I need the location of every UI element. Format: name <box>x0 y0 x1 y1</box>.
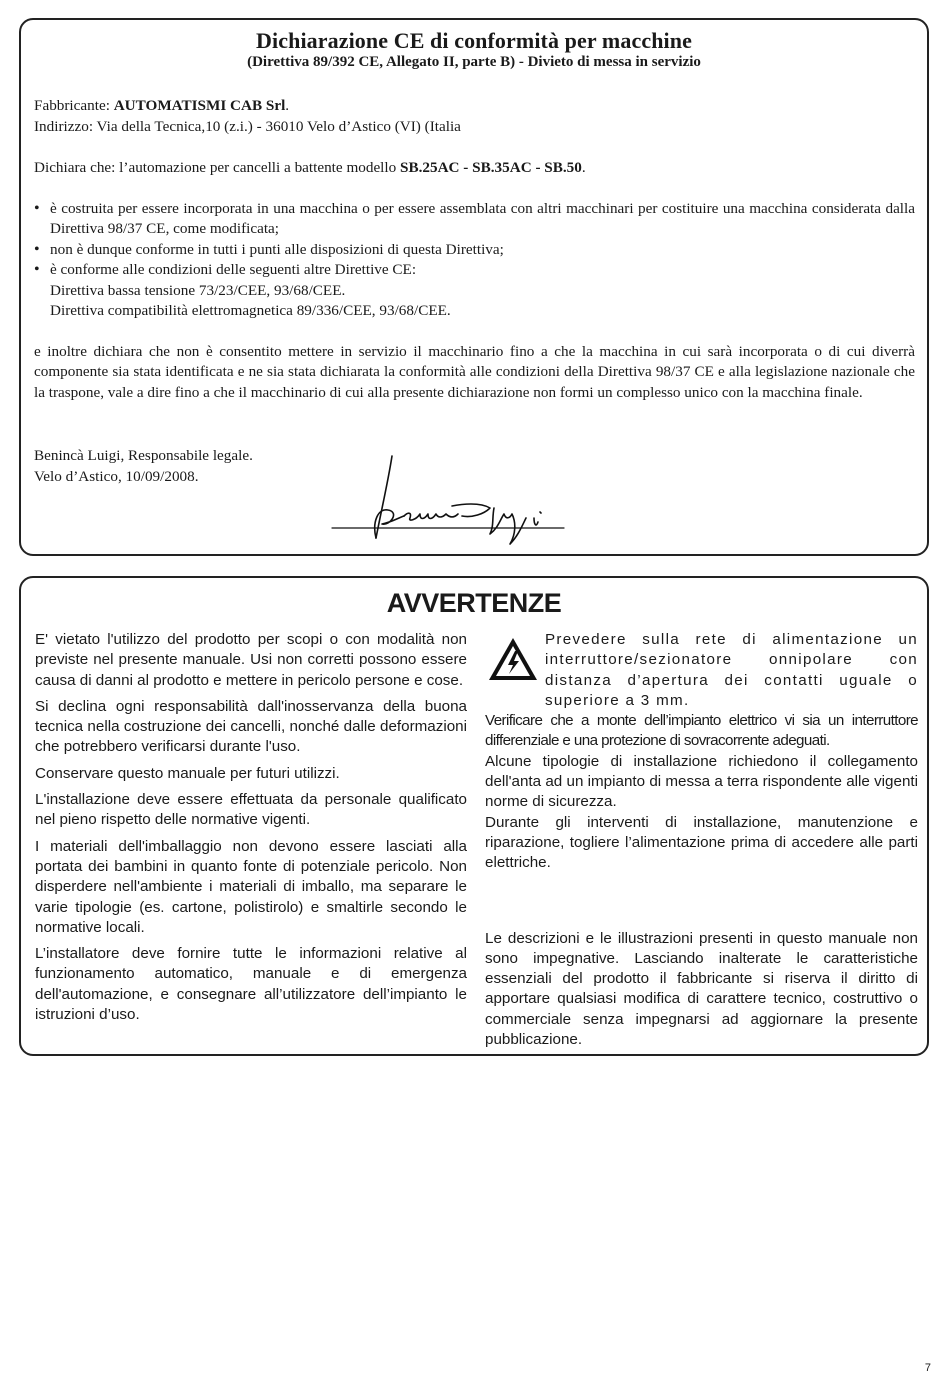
warnings-title: AVVERTENZE <box>386 588 562 618</box>
signer: Benincà Luigi, Responsabile legale. <box>34 447 253 464</box>
power-off-note: Durante gli interventi di installazione, manutenzione e riparazione, togliere l’alimentazione prima di accedere alle parti elettriche. <box>485 813 918 872</box>
warning-paragraph: Si declina ogni responsabilità dall'inosservanza della buona tecnica nella costruzione dei cancelli, nonché dalle deformazioni che potrebbero verificarsi durante l'uso. <box>35 697 467 756</box>
declaration-bullets <box>34 199 915 321</box>
final-paragraph: e inoltre dichiara che non è consentito mettere in servizio il macchinario fino a che la macchina in cui sarà incorporata o di cui diverrà componente sia stata identificata e ne sia stata dichiarata la conformità alle condizioni della Direttiva 98/37 CE e alla legislazione nazionale che la traspone, vale a dire fino a che il macchinario di cui alla presente dichiarazione non formi un complesso unico con la macchina finale. <box>34 343 915 401</box>
bullet-item: • è conforme alle condizioni delle seguenti altre Direttive CE: <box>34 260 915 280</box>
bullet-item: • non è dunque conforme in tutti i punti alle disposizioni di questa Direttiva; <box>34 240 915 260</box>
declaration-title: Dichiarazione CE di conformità per macchine <box>256 28 692 53</box>
electric-warning <box>485 630 918 711</box>
declares-line: Dichiara che: l’automazione per cancelli a battente modello SB.25AC - SB.35AC - SB.50. <box>34 159 586 176</box>
signature-image <box>312 452 572 547</box>
electric-hazard-icon <box>487 636 539 682</box>
models: SB.25AC - SB.35AC - SB.50 <box>400 159 582 176</box>
directive-line: Direttiva bassa tensione 73/23/CEE, 93/68/CEE. <box>50 281 346 299</box>
warning-paragraph: I materiali dell'imballaggio non devono essere lasciati alla portata dei bambini in quanto fonte di potenziale pericolo. Non disperdere nell'ambiente i materiali di imballo, ma separare le varie tipologie (es. cartone, polistirolo) e smaltirle secondo le normative locali. <box>35 837 467 936</box>
manufacturer-name: AUTOMATISMI CAB Srl <box>113 97 286 114</box>
warnings-box <box>19 576 929 1056</box>
manufacturer-label: Fabbricante: <box>34 97 114 114</box>
bullet-item: • è costruita per essere incorporata in una macchina o per essere assemblata con altri macchinari per costituire una macchina considerata dalla Direttiva 98/37 CE, come modificata; <box>34 199 915 240</box>
grounding-note: Alcune tipologie di installazione richiedono il collegamento dell'anta ad un impianto di messa a terra rispondente alle vigenti norme di sicurezza. <box>485 752 918 811</box>
electric-warning-text: Prevedere sulla rete di alimentazione un interruttore/sezionatore onnipolare con distanza d’apertura dei contatti uguale o superiore a 3 mm. <box>545 631 918 709</box>
place-date: Velo d’Astico, 10/09/2008. <box>34 468 199 485</box>
declaration-subtitle: (Direttiva 89/392 CE, Allegato II, parte B) - Divieto di messa in servizio <box>247 54 701 70</box>
address-line: Indirizzo: Via della Tecnica,10 (z.i.) - 36010 Velo d’Astico (VI) (Italia <box>34 118 461 135</box>
differential-switch-note: Verificare che a monte dell’impianto elettrico vi sia un interruttore differenziale e una protezione di sovracorrente adeguati. <box>485 712 918 750</box>
warnings-left-column <box>35 630 467 1031</box>
warning-paragraph: L’installatore deve fornire tutte le informazioni relative al funzionamento automatico, manuale e di emergenza dell'automazione, e consegnare all’utilizzatore dell’impianto le istruzioni d’uso. <box>35 945 467 1024</box>
directive-line: Direttiva compatibilità elettromagnetica 89/336/CEE, 93/68/CEE. <box>50 302 451 320</box>
declares-prefix: Dichiara che: l’automazione per cancelli a battente modello <box>34 159 401 176</box>
warning-paragraph: L'installazione deve essere effettuata da personale qualificato nel pieno rispetto delle normative vigenti. <box>35 791 467 829</box>
warning-paragraph: E' vietato l'utilizzo del prodotto per scopi o con modalità non previste nel presente manuale. Usi non corretti possono essere causa di danni al prodotto e mettere in pericolo persone e cose. <box>35 631 467 689</box>
page-number: 7 <box>924 1362 931 1374</box>
warning-paragraph: Conservare questo manuale per futuri utilizzi. <box>35 764 340 782</box>
warnings-right-column <box>485 630 918 1050</box>
manufacturer-line: Fabbricante: AUTOMATISMI CAB Srl. <box>34 97 290 114</box>
disclaimer: Le descrizioni e le illustrazioni presenti in questo manuale non sono impegnative. Lasciando inalterate le caratteristiche essenziali del prodotto il fabbricante si riserva il diritto di apportare qualsiasi modifica di carattere tecnico, costruttivo o commerciale senza impegnarsi ad aggiornare la presente pubblicazione. <box>485 929 918 1049</box>
